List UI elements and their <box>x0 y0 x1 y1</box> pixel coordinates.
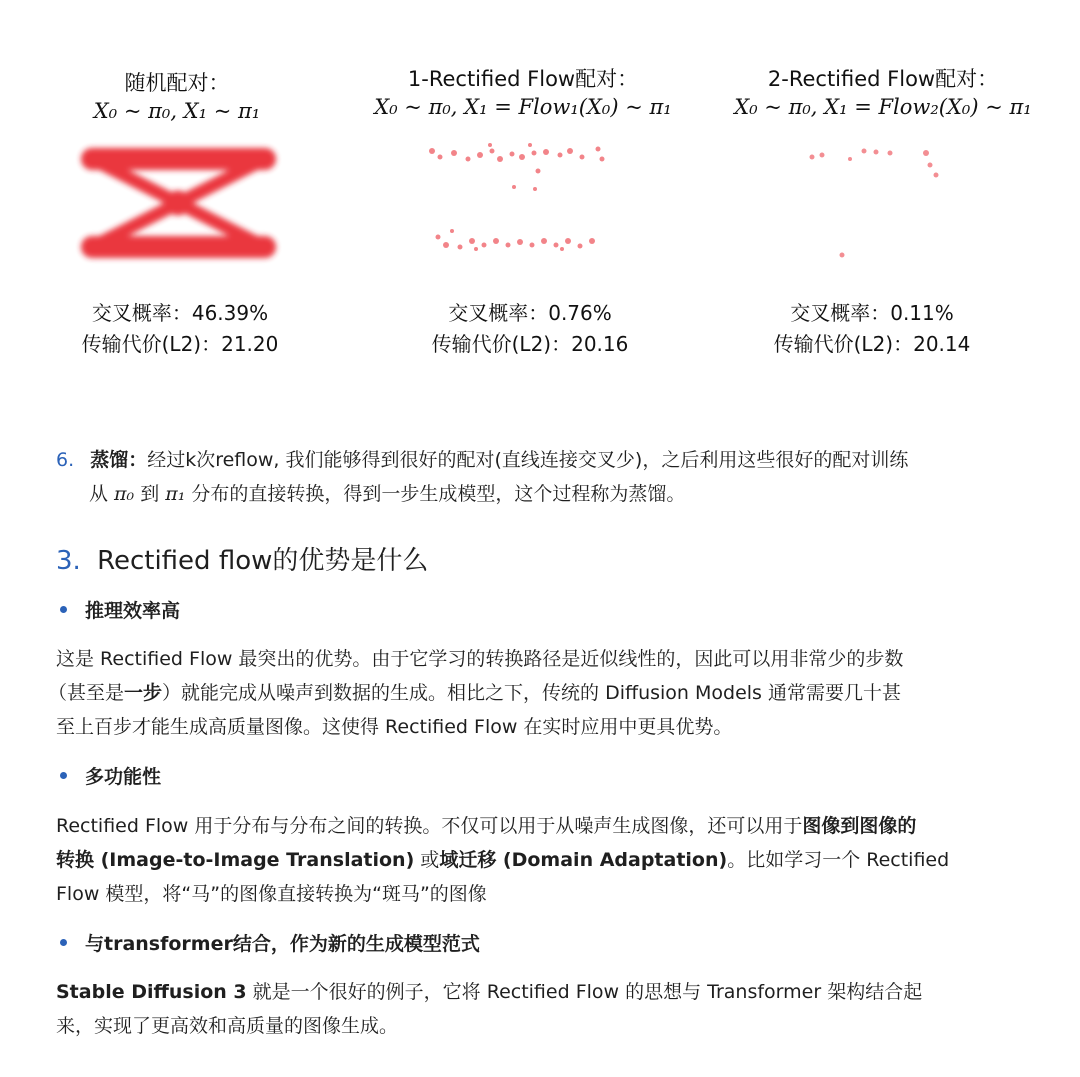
list-number: 6. <box>56 449 75 471</box>
bullet-transformer <box>60 929 480 959</box>
bullet-dot-icon <box>60 606 67 613</box>
bullet-versatility <box>60 762 161 792</box>
bullet-dot-icon <box>60 772 67 779</box>
paragraph-line: 这是 Rectified Flow 最突出的优势。由于它学习的转换路径是近似线性的，因此可以用非常少的步数 <box>56 648 904 670</box>
panel-title: 随机配对： <box>124 71 230 95</box>
item-text: 到 <box>134 483 166 505</box>
panel-1-rectified-stats <box>410 298 650 360</box>
bullet-title: 推理效率高 <box>85 600 181 622</box>
panel-1-rectified <box>358 66 688 122</box>
bold-text: 图像到图像的 <box>802 815 917 837</box>
panel-title: 1-Rectified Flow配对： <box>407 67 639 91</box>
paragraph-line: 来，实现了更高效和高质量的图像生成。 <box>56 1015 399 1037</box>
paragraph-transformer <box>56 975 1046 1043</box>
text-span: （甚至是 <box>48 682 125 704</box>
paragraph-line <box>56 809 1046 843</box>
paragraph-line <box>56 843 1046 877</box>
text-span: 就是一个很好的例子，它将 Rectified Flow 的思想与 Transformer 架构结合起 <box>246 981 923 1003</box>
paragraph-versatility <box>56 809 1046 911</box>
scatter-random-pairing <box>70 135 290 270</box>
bold-text: 转换 (Image-to-Image Translation) <box>56 849 415 871</box>
panel-random-stats <box>70 298 290 360</box>
text-span: Rectified Flow 用于分布与分布之间的转换。不仅可以用于从噪声生成图像，还可以用于 <box>56 815 803 837</box>
crossing-rate: 交叉概率：46.39% <box>91 301 269 325</box>
bullet-title: 与transformer结合，作为新的生成模型范式 <box>85 933 480 955</box>
transport-cost: 传输代价(L2)：20.14 <box>773 332 971 356</box>
panel-title: 2-Rectified Flow配对： <box>767 67 999 91</box>
paragraph-inference-efficiency <box>48 642 1046 744</box>
panel-formula: X₀ ~ π₀, X₁ = Flow₂(X₀) ~ π₁ <box>734 95 1032 119</box>
paragraph-line: Flow 模型，将“马”的图像直接转换为“斑马”的图像 <box>56 883 487 905</box>
item-text: 从 <box>89 483 115 505</box>
list-item-distillation <box>56 443 1046 511</box>
scatter-2-rectified <box>790 135 960 270</box>
bold-text: 一步 <box>124 682 163 704</box>
paragraph-line <box>48 676 1046 710</box>
bullet-inference-efficiency <box>60 596 180 626</box>
bold-text: Stable Diffusion 3 <box>56 981 247 1003</box>
panel-2-rectified-stats <box>752 298 992 360</box>
pi0-symbol: π₀ <box>114 483 135 505</box>
text-span: 或 <box>414 849 440 871</box>
bullet-title: 多功能性 <box>85 766 162 788</box>
item-label: 蒸馏： <box>90 449 148 471</box>
item-text: 经过k次reflow, 我们能够得到很好的配对(直线连接交叉少)，之后利用这些很好的配对训练 <box>147 449 909 471</box>
paragraph-line: 至上百步才能生成高质量图像。这使得 Rectified Flow 在实时应用中更具优势。 <box>56 716 733 738</box>
panel-formula: X₀ ~ π₀, X₁ ~ π₁ <box>93 99 261 123</box>
scatter-1-rectified <box>420 135 620 270</box>
crossing-rate: 交叉概率：0.76% <box>448 301 612 325</box>
section-number: 3. <box>56 546 81 576</box>
pi1-symbol: π₁ <box>165 483 186 505</box>
text-span: 。比如学习一个 Rectified <box>727 849 950 871</box>
section-heading <box>56 541 428 581</box>
bullet-dot-icon <box>60 939 67 946</box>
transport-cost: 传输代价(L2)：20.16 <box>431 332 629 356</box>
panel-random-pairing <box>72 70 282 126</box>
bold-text: 域迁移 (Domain Adaptation) <box>439 849 728 871</box>
item-text: 分布的直接转换，得到一步生成模型，这个过程称为蒸馏。 <box>185 483 686 505</box>
section-title: Rectified flow的优势是什么 <box>97 546 429 576</box>
text-span: ）就能完成从噪声到数据的生成。相比之下，传统的 Diffusion Models 通常需要几十甚 <box>162 682 901 704</box>
paragraph-line <box>56 975 1046 1009</box>
transport-cost: 传输代价(L2)：21.20 <box>81 332 279 356</box>
crossing-rate: 交叉概率：0.11% <box>790 301 954 325</box>
panel-formula: X₀ ~ π₀, X₁ = Flow₁(X₀) ~ π₁ <box>374 95 672 119</box>
panel-2-rectified <box>718 66 1048 122</box>
